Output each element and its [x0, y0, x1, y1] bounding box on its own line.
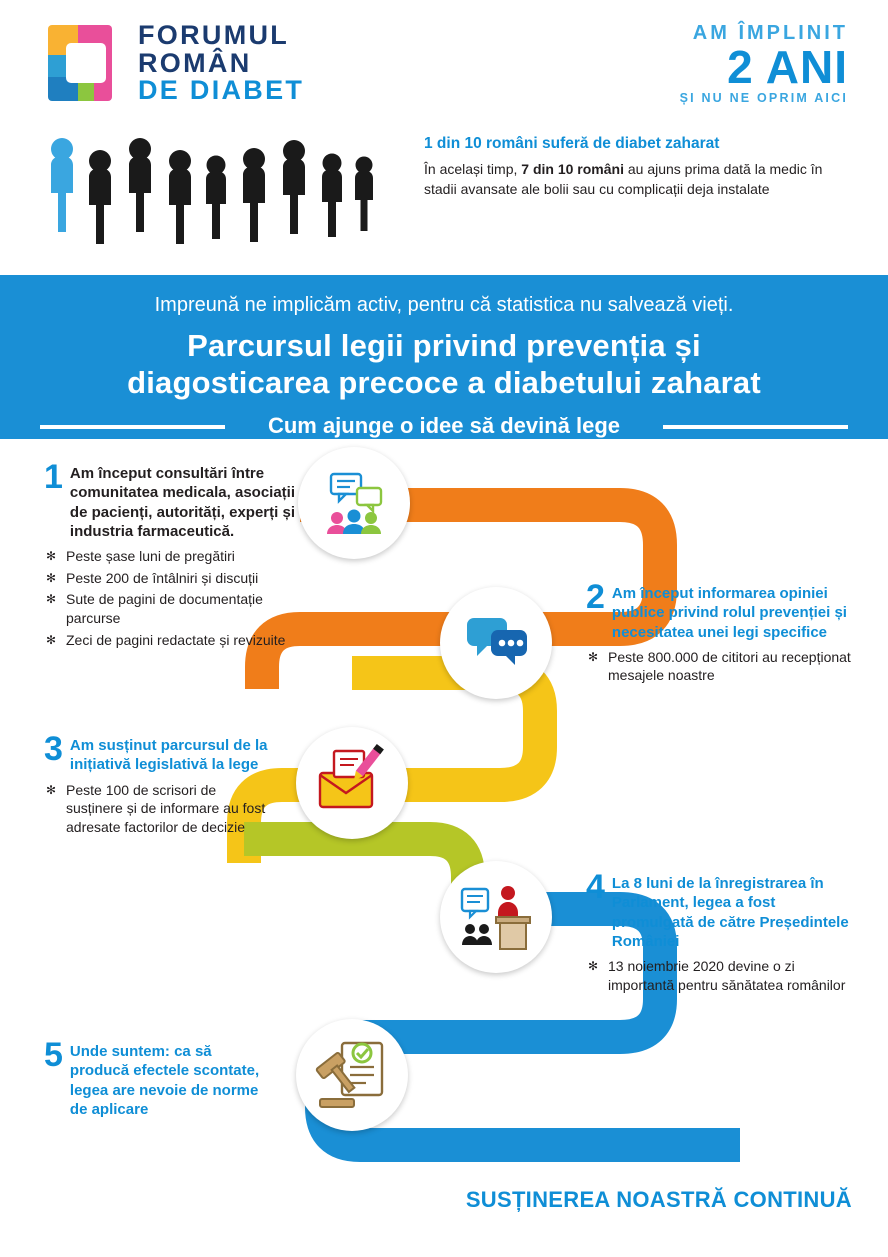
- step-3-number: 3: [44, 730, 63, 769]
- logo-mark-icon: [48, 25, 124, 101]
- speech-bubbles-icon: [440, 587, 552, 699]
- step-4-number: 4: [586, 868, 605, 907]
- step-1-number: 1: [44, 458, 63, 497]
- anniversary-line-2: 2 ANI: [727, 41, 848, 93]
- step-5-header: [44, 1036, 269, 1119]
- list-item: ✻ Zeci de pagini redactate și revizuite: [44, 631, 316, 650]
- list-item: ✻ Sute de pagini de documentație parcurse: [44, 590, 316, 628]
- step-4-header: [586, 868, 858, 951]
- step-1-bullets: [44, 547, 316, 650]
- step-2-heading: Am început informarea opiniei publice privind rolul prevenției și necesitatea unei legi specifice: [611, 585, 847, 641]
- banner-title-line-1: Parcursul legii privind prevenția și: [187, 328, 701, 363]
- anniversary-line-1: AM ÎMPLINIT: [692, 22, 848, 44]
- meeting-discussion-icon: [298, 447, 410, 559]
- envelope-pencil-icon: [296, 727, 408, 839]
- anniversary-line-3: ȘI NU NE OPRIM AICI: [679, 91, 848, 106]
- list-item: ✻ Peste șase luni de pregătiri: [44, 547, 316, 566]
- stat-sub-pre: În același timp,: [424, 161, 522, 177]
- banner-subtitle: Cum ajunge o idee să devină lege: [267, 413, 621, 439]
- step-1-heading: Am început consultări între comunitatea medicala, asociații de pacienți, autorități, experți și industria farmaceutică.: [69, 465, 296, 540]
- stat-sub-post: au ajuns prima dată la medic în stadii avansate ale bolii sau cu complicații deja instalate: [424, 161, 823, 197]
- step-1: [44, 458, 316, 653]
- process-flow: [0, 439, 888, 1229]
- logo: [48, 22, 304, 105]
- step-2-header: [586, 578, 858, 642]
- podium-speaker-icon: [440, 861, 552, 973]
- logo-text: [138, 22, 304, 105]
- statistics-title: 1 din 10 români suferă de diabet zaharat: [424, 135, 720, 152]
- people-icons: [44, 131, 394, 246]
- list-item: ✻ Peste 100 de scrisori de susținere și de informare au fost adresate factorilor de decizie: [44, 781, 274, 837]
- main-banner: [0, 275, 888, 439]
- logo-line-1: FORUMUL: [138, 20, 290, 50]
- anniversary-block: [680, 22, 848, 105]
- people-pictogram: [44, 131, 394, 246]
- header: [0, 0, 888, 125]
- step-2-bullets: [586, 648, 858, 686]
- logo-line-2: ROMÂN: [138, 47, 252, 78]
- banner-intro: Impreună ne implicăm activ, pentru că statistica nu salvează vieți.: [154, 294, 734, 316]
- step-4-heading: La 8 luni de la înregistrarea în Parlament, legea a fost promulgată de către Președintele României: [611, 875, 849, 950]
- statistics-text: [424, 135, 854, 200]
- footer-note: SUSȚINEREA NOASTRĂ CONTINUĂ: [465, 1187, 852, 1213]
- statistics-section: [0, 125, 888, 275]
- step-3: [44, 730, 274, 840]
- step-1-header: [44, 458, 316, 541]
- stat-sub-bold: 7 din 10 români: [521, 161, 624, 177]
- list-item: ✻ Peste 800.000 de cititori au recepționat mesajele noastre: [586, 648, 858, 686]
- step-3-bullets: [44, 781, 274, 837]
- step-3-header: [44, 730, 274, 774]
- step-4-bullets: [586, 957, 858, 995]
- list-item: ✻ 13 noiembrie 2020 devine o zi importantă pentru sănătatea românilor: [586, 957, 858, 995]
- step-5-number: 5: [44, 1036, 63, 1075]
- gavel-document-icon: [296, 1019, 408, 1131]
- list-item: ✻ Peste 200 de întâlniri și discuții: [44, 569, 316, 588]
- step-2-number: 2: [586, 578, 605, 617]
- step-2: [586, 578, 858, 688]
- banner-title-line-2: diagosticarea precoce a diabetului zaharat: [127, 364, 761, 400]
- banner-divider: [0, 425, 888, 429]
- logo-line-3: DE DIABET: [138, 75, 305, 106]
- step-3-heading: Am susținut parcursul de la inițiativă legislativă la lege: [69, 737, 268, 774]
- step-5-heading: Unde suntem: ca să producă efectele scontate, legea are nevoie de norme de aplicare: [69, 1043, 260, 1118]
- statistics-subtitle: [424, 160, 854, 200]
- step-4: [586, 868, 858, 997]
- step-5: [44, 1036, 269, 1119]
